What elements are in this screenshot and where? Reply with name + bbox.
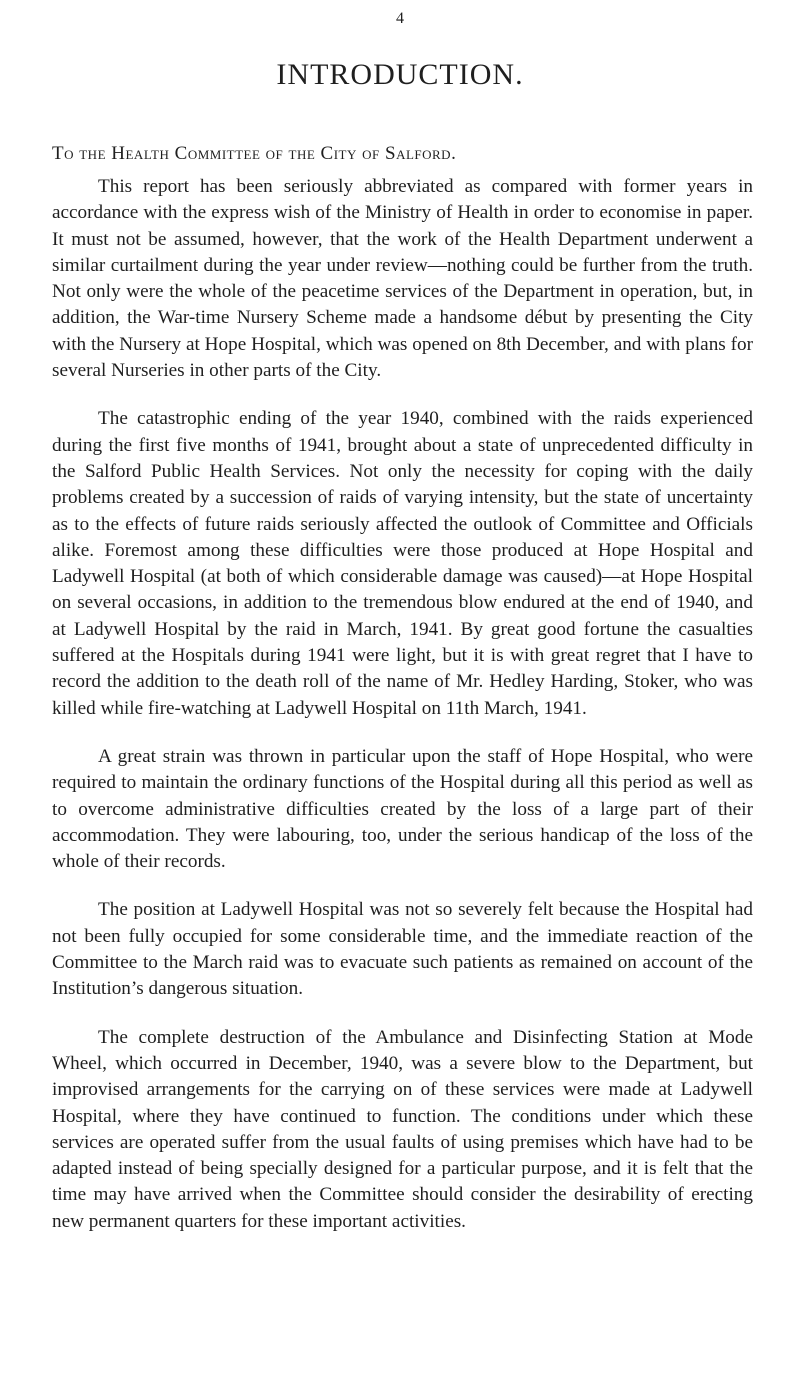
addressee-heading: To the Health Committee of the City of Salford.: [52, 143, 457, 164]
paragraph: This report has been seriously abbreviated as compared with former years in accordance with the express wish of the Ministry of Health in order to economise in paper. It must not be assumed, however, that the work of the Health Department underwent a similar curtailment during the year under review—nothing could be further from the truth. Not only were the whole of the peacetime services of the Department in operation, but, in addition, the War-time Nursery Scheme made a handsome début by presenting the City with the Nursery at Hope Hospital, which was opened on 8th December, and with plans for several Nurseries in other parts of the City.: [52, 176, 753, 382]
paragraph: A great strain was thrown in particular upon the staff of Hope Hospital, who were required to maintain the ordinary functions of the Hospital during all this period as well as to overcome administrative difficulties created by the loss of a large part of their accommodation. They were labouring, too, under the serious handicap of the loss of the whole of their records.: [52, 745, 753, 873]
paragraph: The complete destruction of the Ambulance and Disinfecting Station at Mode Wheel, which occurred in December, 1940, was a severe blow to the Department, but improvised arrangements for the carrying on of these services were made at Ladywell Hospital, where they have continued to function. The conditions under which these services are operated suffer from the usual faults of using premises which have had to be adapted instead of being specially designed for a particular purpose, and it is felt that the time may have arrived when the Committee should consider the desirability of erecting new permanent quarters for these important activities.: [52, 1026, 753, 1232]
paragraph: The position at Ladywell Hospital was not so severely felt because the Hospital had not been fully occupied for some considerable time, and the immediate reaction of the Committee to the March raid was to evacuate such patients as remained on account of the Institution’s dangerous situation.: [52, 899, 753, 1000]
page-number: 4: [396, 10, 404, 27]
page-title: INTRODUCTION.: [276, 58, 524, 91]
paragraph: The catastrophic ending of the year 1940, combined with the raids experienced during the first five months of 1941, brought about a state of unprecedented difficulty in the Salford Public Health Services. Not only the necessity for coping with the daily problems created by a succession of raids of varying intensity, but the state of uncertainty as to the effects of future raids seriously affected the outlook of Committee and Officials alike. Foremost among these difficulties were those produced at Hope Hospital and Ladywell Hospital (at both of which considerable damage was caused)—at Hope Hospital on several occasions, in addition to the tremendous blow endured at the end of 1940, and at Ladywell Hospital by the raid in March, 1941. By great good fortune the casualties suffered at the Hospitals during 1941 were light, but it is with great regret that I have to record the addition to the death roll of the name of Mr. Hedley Harding, Stoker, who was killed while fire-watching at Ladywell Hospital on 11th March, 1941.: [52, 408, 753, 719]
body-text: [52, 174, 753, 1257]
